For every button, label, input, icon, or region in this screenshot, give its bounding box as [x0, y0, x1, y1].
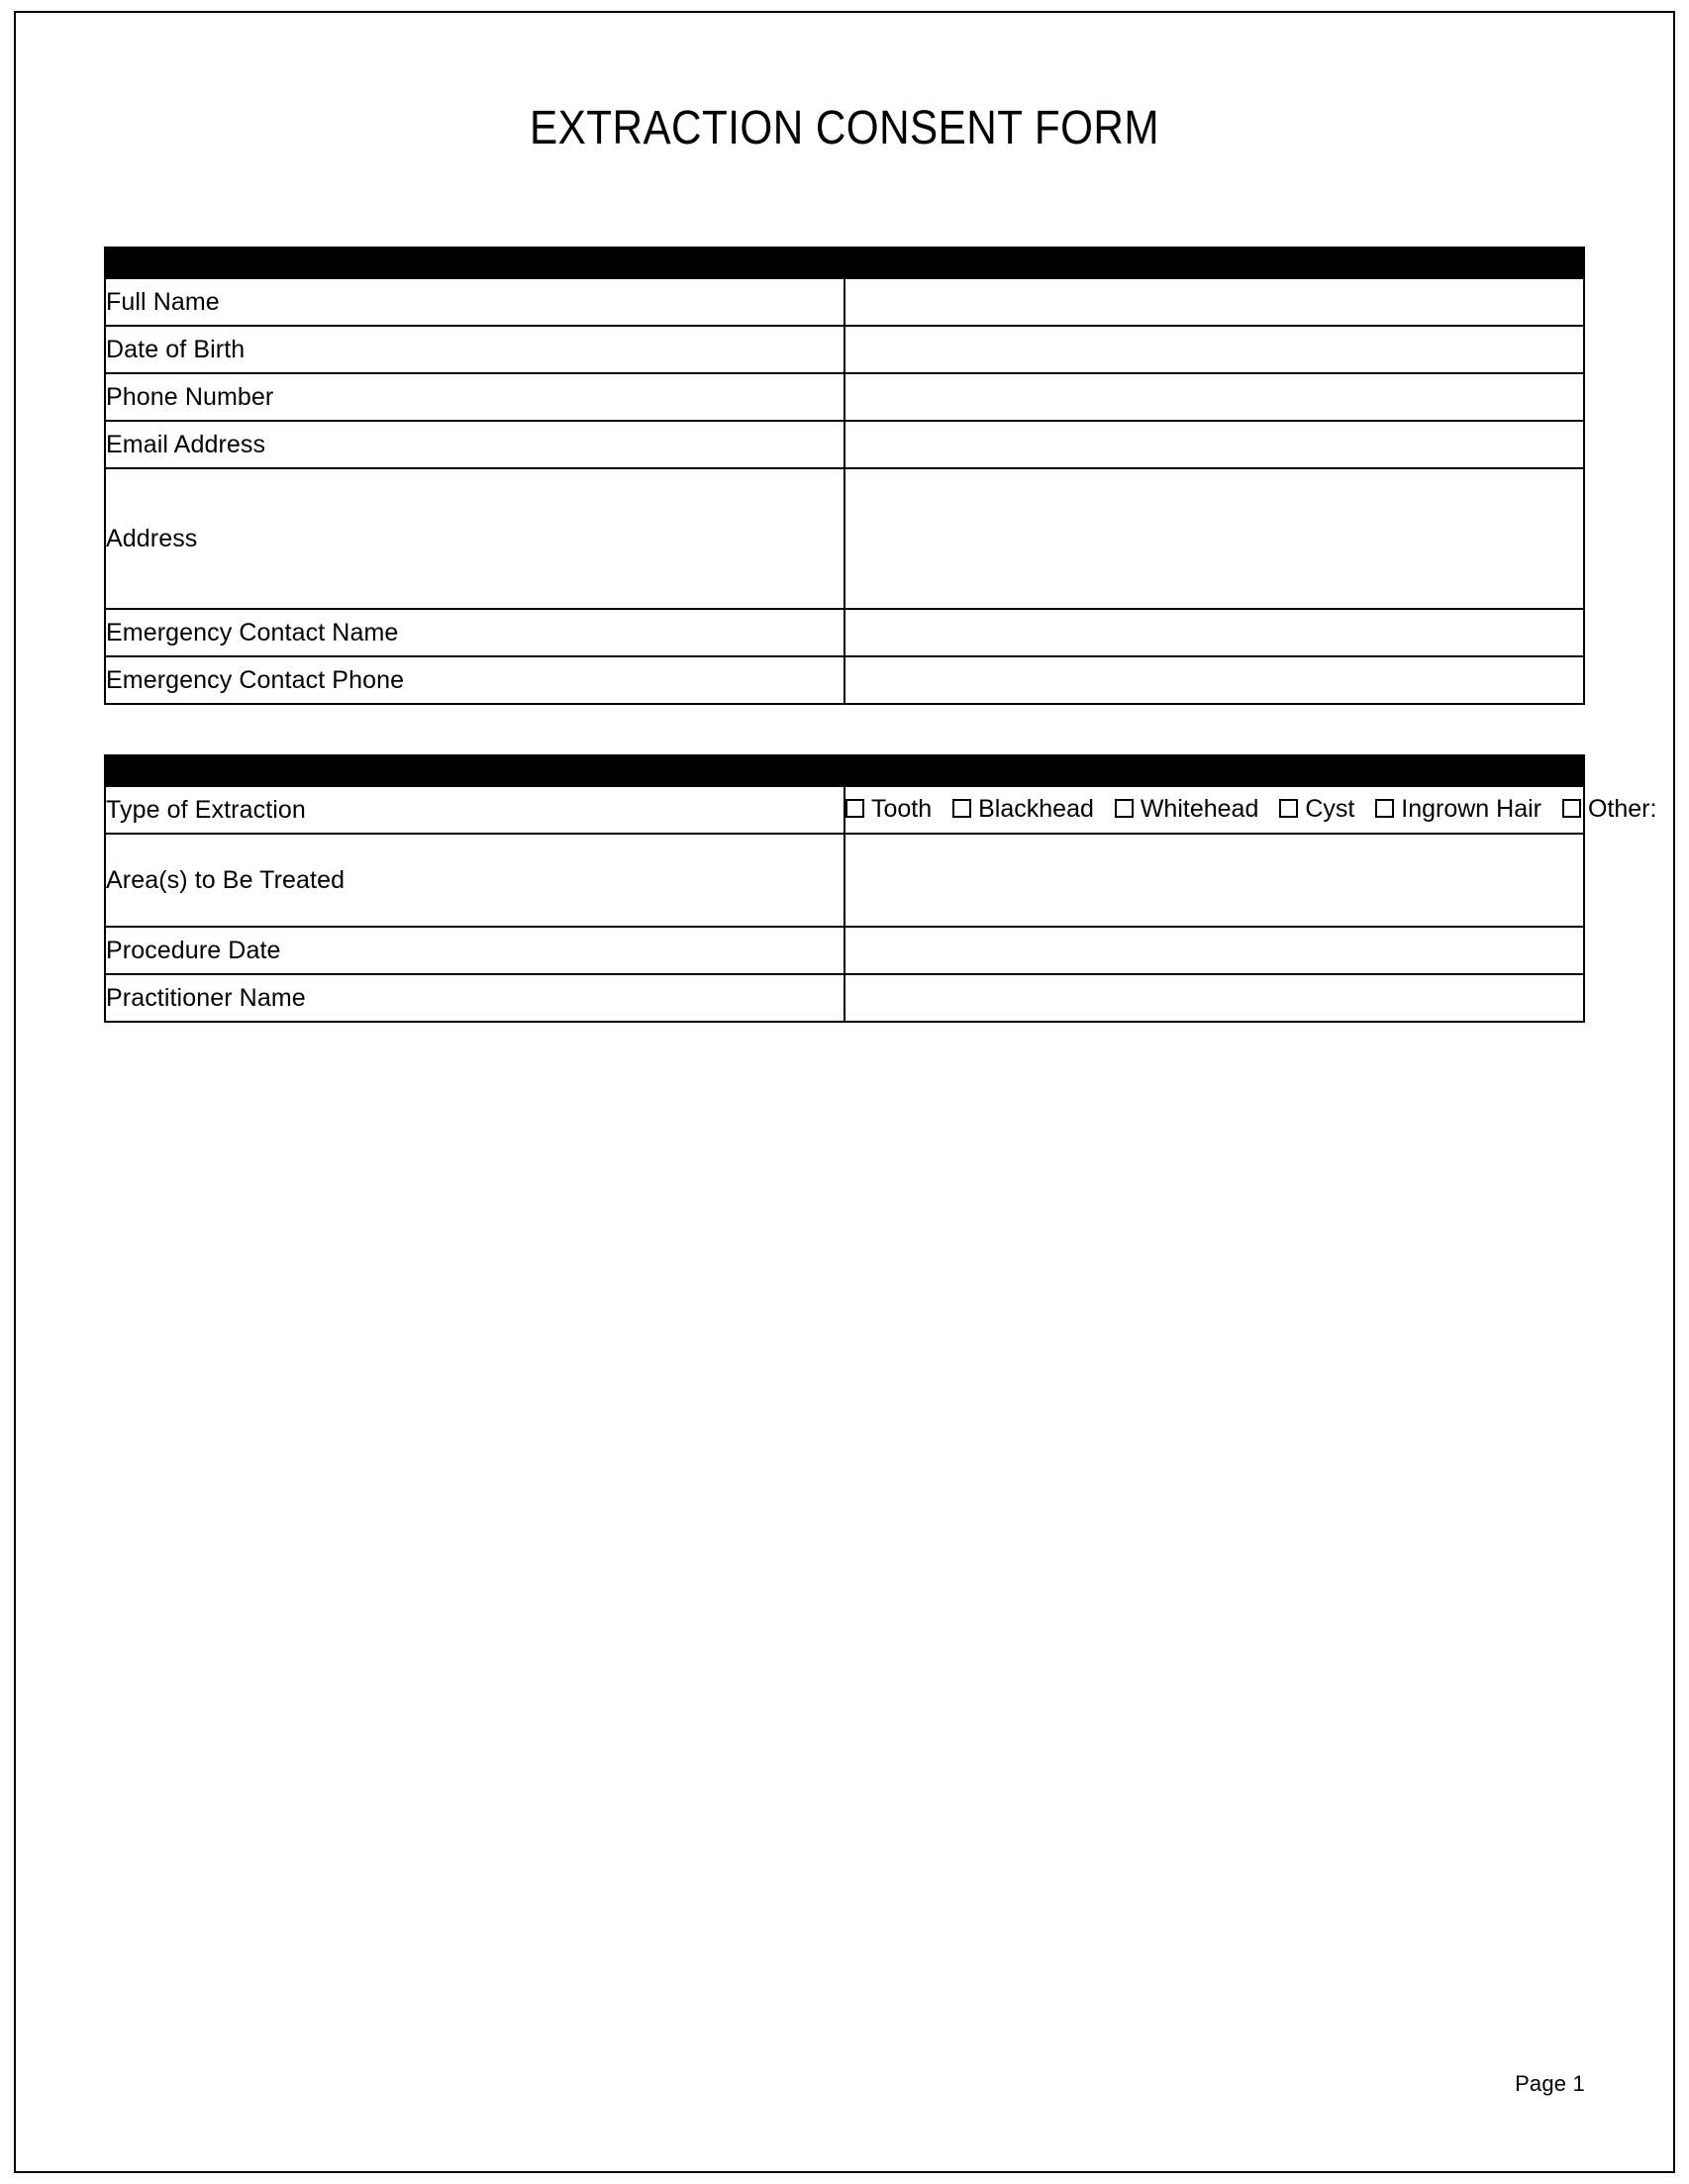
field-label-procedure-date: Procedure Date [105, 927, 844, 974]
extraction-type-options [844, 786, 1657, 834]
table-row [105, 927, 1584, 974]
field-label-emergency-contact-phone: Emergency Contact Phone [105, 656, 844, 704]
field-label-email-address: Email Address [105, 421, 844, 468]
table-row [105, 326, 1584, 373]
field-label-date-of-birth: Date of Birth [105, 326, 844, 373]
field-value-procedure-date[interactable] [844, 927, 1584, 974]
field-label-type-of-extraction: Type of Extraction [105, 786, 844, 834]
patient-information-header [105, 248, 1584, 278]
field-value-areas-to-be-treated[interactable] [844, 834, 1584, 927]
checkbox-option-tooth[interactable] [845, 795, 948, 823]
checkbox-icon[interactable] [952, 799, 971, 818]
checkbox-icon[interactable] [1279, 799, 1298, 818]
field-label-areas-to-be-treated: Area(s) to Be Treated [105, 834, 844, 927]
procedure-details-table [104, 754, 1657, 1023]
checkbox-icon[interactable] [1375, 799, 1394, 818]
page-number-footer: Page 1 [1515, 2071, 1585, 2096]
page-title: EXTRACTION CONSENT FORM [530, 102, 1159, 154]
checkbox-icon[interactable] [1562, 799, 1581, 818]
table-row [105, 373, 1584, 421]
checkbox-label: Blackhead [978, 795, 1094, 824]
table-row [105, 974, 1584, 1022]
checkbox-label: Cyst [1305, 795, 1355, 824]
field-value-emergency-contact-phone[interactable] [844, 656, 1584, 704]
field-value-email-address[interactable] [844, 421, 1584, 468]
table-row [105, 609, 1584, 656]
checkbox-option-ingrown-hair[interactable] [1375, 795, 1558, 823]
field-label-emergency-contact-name: Emergency Contact Name [105, 609, 844, 656]
field-value-emergency-contact-name[interactable] [844, 609, 1584, 656]
checkbox-icon[interactable] [1115, 799, 1134, 818]
field-label-phone-number: Phone Number [105, 373, 844, 421]
procedure-details-header-label: PROCEDURE DETAILS [717, 756, 972, 784]
field-value-phone-number[interactable] [844, 373, 1584, 421]
checkbox-option-other[interactable] [1562, 795, 1666, 823]
table-row [105, 786, 1584, 834]
field-label-address: Address [105, 468, 844, 609]
checkbox-label: Other: [1587, 795, 1657, 824]
checkbox-icon[interactable] [845, 799, 864, 818]
field-value-address[interactable] [844, 468, 1584, 609]
patient-information-header-label: PATIENT INFORMATION [711, 248, 978, 276]
procedure-details-section [104, 754, 1657, 1023]
field-value-full-name[interactable] [844, 278, 1584, 326]
checkbox-option-cyst[interactable] [1279, 795, 1371, 823]
procedure-details-header [105, 755, 1584, 786]
table-row [105, 468, 1584, 609]
checkbox-label: Tooth [871, 795, 933, 824]
section-header-row [105, 755, 1584, 786]
checkbox-label: Ingrown Hair [1401, 795, 1541, 824]
table-row [105, 834, 1584, 927]
table-row [105, 421, 1584, 468]
patient-information-section [104, 247, 1585, 705]
section-header-row [105, 248, 1584, 278]
checkbox-label: Whitehead [1140, 795, 1259, 824]
field-label-practitioner-name: Practitioner Name [105, 974, 844, 1022]
patient-information-table [104, 247, 1585, 705]
checkbox-option-whitehead[interactable] [1115, 795, 1275, 823]
checkbox-option-blackhead[interactable] [952, 795, 1111, 823]
table-row [105, 656, 1584, 704]
field-value-practitioner-name[interactable] [844, 974, 1584, 1022]
page-content [104, 59, 1657, 1023]
field-label-full-name: Full Name [105, 278, 844, 326]
table-row [105, 278, 1584, 326]
field-value-date-of-birth[interactable] [844, 326, 1584, 373]
